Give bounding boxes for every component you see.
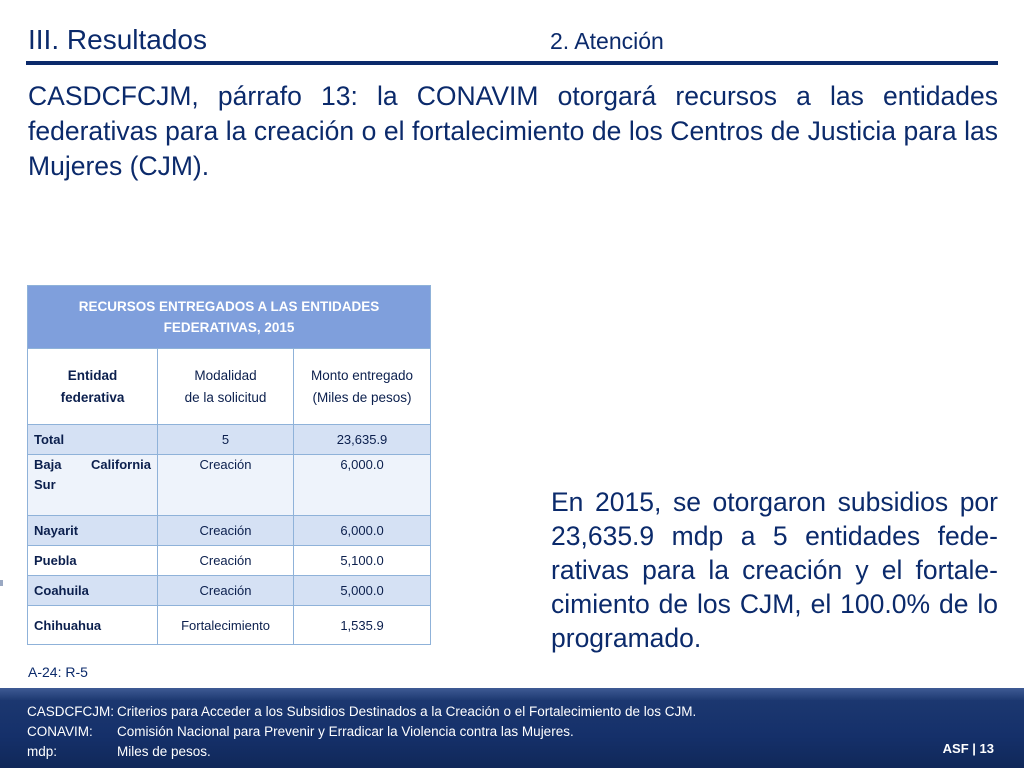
cell-total-monto: 23,635.9	[294, 425, 431, 455]
column-header-modalidad-line2: de la solicitud	[184, 389, 267, 405]
cell-monto: 6,000.0	[294, 455, 431, 516]
table-row	[28, 576, 431, 606]
glossary-item	[27, 702, 696, 722]
cell-monto: 1,535.9	[294, 606, 431, 645]
footer-bar	[0, 688, 1024, 768]
cell-entidad: Nayarit	[28, 516, 158, 546]
table-caption	[28, 286, 431, 349]
table-caption-line2: FEDERATIVAS, 2015	[163, 320, 295, 335]
edge-mark	[0, 580, 3, 586]
column-header-monto-line2: (Miles de pesos)	[312, 389, 412, 405]
table-caption-line1: RECURSOS ENTREGADOS A LAS ENTIDADES	[78, 299, 380, 314]
resources-table	[27, 285, 431, 645]
cell-entidad-line2: Sur	[34, 477, 56, 492]
cell-entidad-word2: California	[91, 457, 151, 472]
table-row	[28, 516, 431, 546]
cell-total-label: Total	[28, 425, 158, 455]
glossary-definition: Miles de pesos.	[117, 744, 211, 759]
table-row	[28, 455, 431, 516]
glossary-definition: Criterios para Acceder a los Subsidios Destinados a la Creación o el Fortalecimiento de los CJM.	[117, 704, 697, 719]
glossary-term: CASDCFCJM:	[27, 704, 114, 719]
glossary-item	[27, 722, 696, 742]
column-header-entidad	[28, 349, 158, 425]
cell-entidad-word1: Baja	[34, 457, 62, 472]
title-divider	[26, 61, 998, 65]
cell-modalidad: Fortalecimiento	[158, 606, 294, 645]
cell-entidad: Puebla	[28, 546, 158, 576]
glossary	[27, 702, 696, 762]
source-reference: A-24: R-5	[28, 664, 88, 680]
cell-modalidad: Creación	[158, 516, 294, 546]
cell-modalidad: Creación	[158, 576, 294, 606]
column-header-modalidad-line1: Modalidad	[194, 367, 257, 383]
intro-paragraph: CASDCFCJM, párrafo 13: la CONAVIM otorgará recursos a las entidades federativas para la creación o el fortalecimiento de los Centros de Justicia para las Mujeres (CJM).	[28, 81, 998, 181]
glossary-term: mdp:	[27, 744, 58, 759]
cell-entidad	[28, 455, 158, 516]
resources-table-grid	[27, 285, 431, 645]
column-header-monto	[294, 349, 431, 425]
page-number: ASF | 13	[942, 741, 994, 756]
table-row	[28, 546, 431, 576]
glossary-item	[27, 742, 696, 762]
cell-entidad: Chihuahua	[28, 606, 158, 645]
footer-band	[0, 688, 1024, 700]
column-header-entidad-line2: federativa	[60, 389, 125, 405]
slide-title: III. Resultados	[28, 24, 207, 55]
glossary-term: CONAVIM:	[27, 724, 93, 739]
cell-modalidad: Creación	[158, 546, 294, 576]
cell-entidad: Coahuila	[28, 576, 158, 606]
cell-monto: 5,000.0	[294, 576, 431, 606]
cell-monto: 5,100.0	[294, 546, 431, 576]
summary-paragraph: En 2015, se otorgaron subsidios por 23,635.9 mdp a 5 entidades fede-rativas para la creación y el fortale-cimiento de los CJM, el 100.0% de lo programado.	[551, 487, 998, 653]
table-row	[28, 606, 431, 645]
column-header-modalidad	[158, 349, 294, 425]
table-row-total	[28, 425, 431, 455]
column-header-monto-line1: Monto entregado	[310, 367, 414, 383]
glossary-definition: Comisión Nacional para Prevenir y Erradicar la Violencia contra las Mujeres.	[117, 724, 574, 739]
cell-total-modalidad: 5	[158, 425, 294, 455]
slide-subtitle: 2. Atención	[550, 28, 664, 54]
cell-modalidad: Creación	[158, 455, 294, 516]
cell-entidad-line1	[34, 455, 151, 475]
cell-monto: 6,000.0	[294, 516, 431, 546]
column-header-entidad-line1: Entidad	[67, 367, 118, 383]
